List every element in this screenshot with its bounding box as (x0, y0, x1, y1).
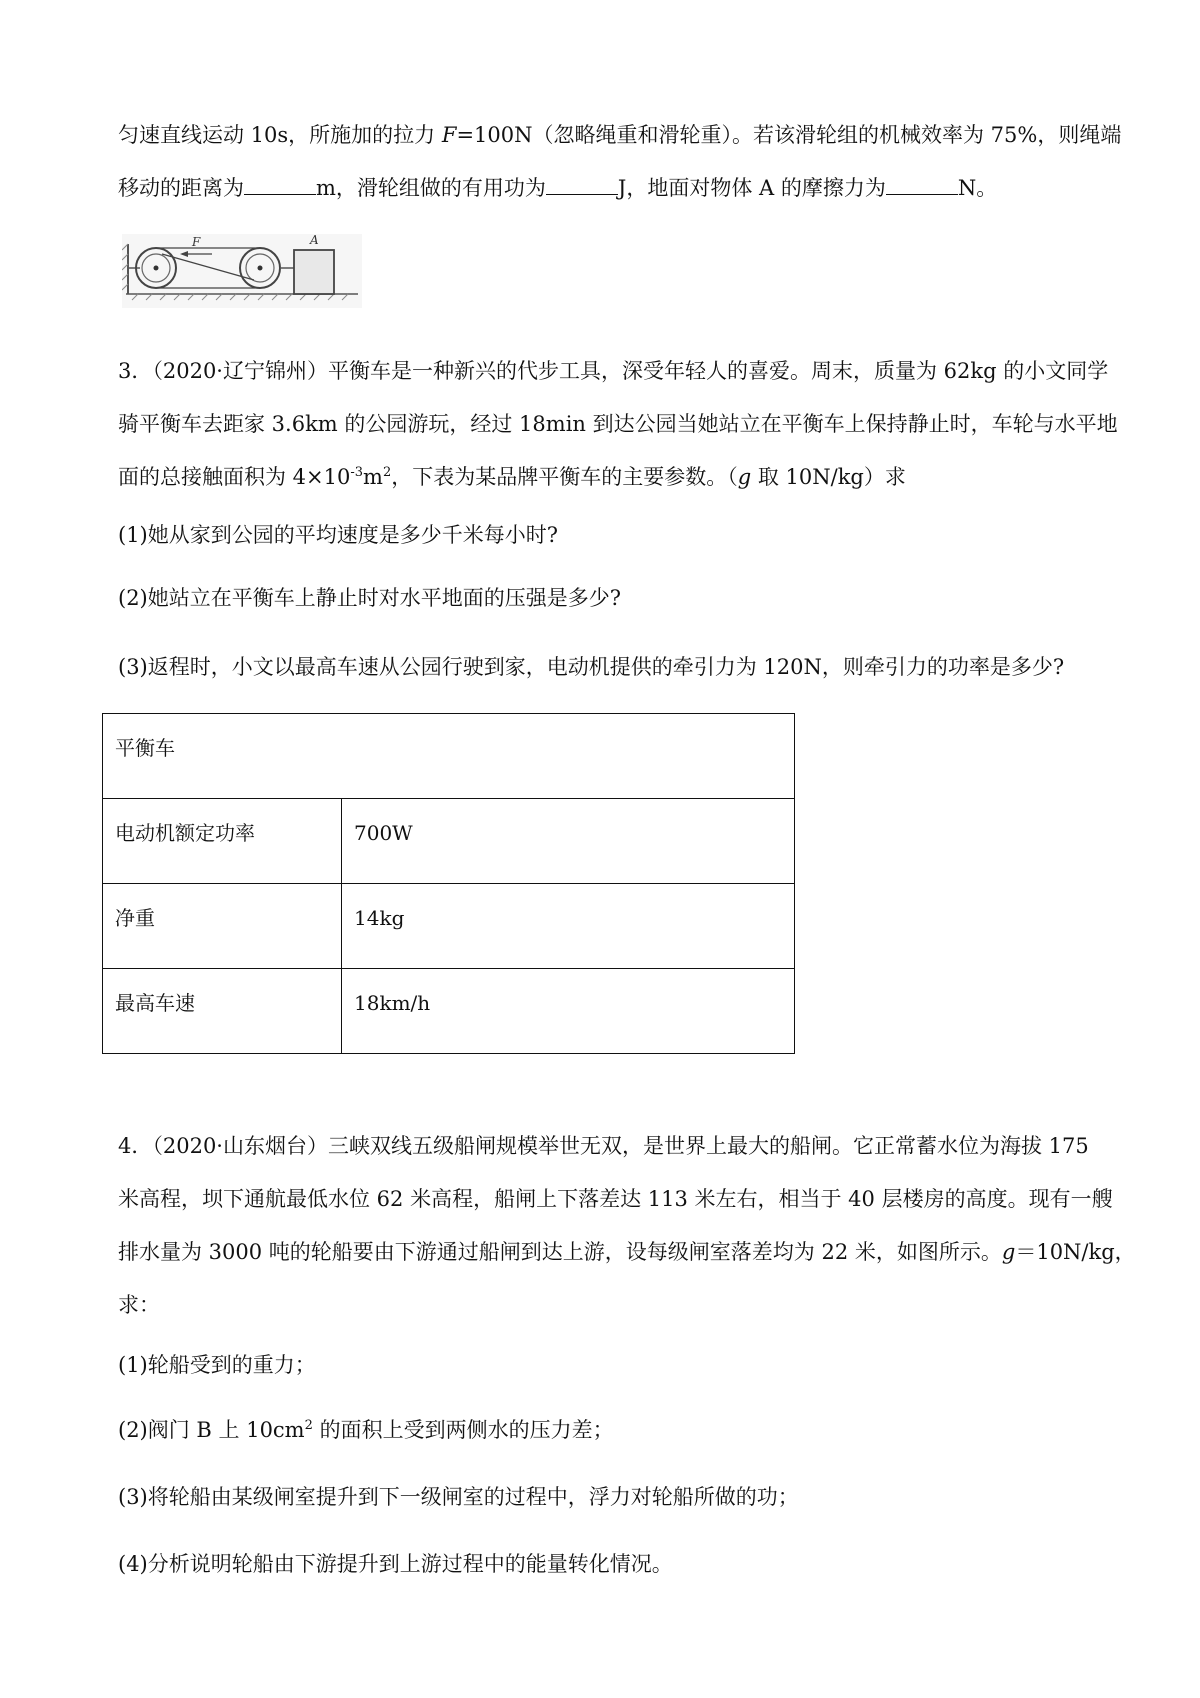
gravity-variable: g (737, 465, 752, 489)
q2-line-2 (118, 173, 997, 203)
q3-text: 面的总接触面积为 4×10 (118, 465, 351, 489)
q3-text: 取 10N/kg）求 (751, 465, 906, 489)
q4-line-4: 求： (118, 1293, 160, 1317)
answer-blank-useful-work[interactable] (546, 174, 618, 195)
table-cell-label: 电动机额定功率 (103, 799, 342, 884)
q3-line-2: 骑平衡车去距家 3.6km 的公园游玩，经过 18min 到达公园当她站立在平衡车上保持静止时，车轮与水平地 (118, 412, 1118, 436)
table-row (103, 884, 795, 969)
table-title-row (103, 714, 795, 799)
q2-text: J，地面对物体 A 的摩擦力为 (617, 176, 886, 200)
q2-text: m，滑轮组做的有用功为 (316, 176, 546, 200)
q4-text: 排水量为 3000 吨的轮船要由下游通过船闸到达上游，设每级闸室落差均为 22 米，如图所示。 (118, 1240, 1002, 1264)
exponent: 2 (382, 465, 392, 480)
figure-label-f: F (192, 235, 201, 249)
table-cell-value: 14kg (342, 884, 795, 969)
table-title: 平衡车 (103, 714, 795, 799)
force-variable: F (441, 123, 457, 147)
q4-text: (2)阀门 B 上 10cm (118, 1418, 305, 1442)
table-cell-value: 700W (342, 799, 795, 884)
answer-blank-friction[interactable] (886, 174, 958, 195)
q3-line-3 (118, 462, 906, 492)
q4-line-3 (118, 1237, 1136, 1267)
q4-line-2: 米高程，坝下通航最低水位 62 米高程，船闸上下落差达 113 米左右，相当于 40 层楼房的高度。现有一艘 (118, 1187, 1113, 1211)
table-row (103, 799, 795, 884)
answer-blank-distance[interactable] (244, 174, 316, 195)
q2-text: N。 (957, 176, 998, 200)
q2-text: 匀速直线运动 10s，所施加的拉力 (118, 123, 442, 147)
gravity-variable: g (1001, 1240, 1016, 1264)
exponent: -3 (350, 465, 364, 480)
q4-sub-question-1: (1)轮船受到的重力； (118, 1353, 316, 1377)
q3-sub-question-2: (2)她站立在平衡车上静止时对水平地面的压强是多少? (118, 586, 622, 610)
q4-sub-question-2 (118, 1415, 614, 1445)
q3-sub-question-3: (3)返程时，小文以最高车速从公园行驶到家，电动机提供的牵引力为 120N，则牵引力的功率是多少? (118, 655, 1065, 679)
q3-text: m (363, 465, 383, 489)
figure-label-a: A (310, 233, 319, 247)
q3-line-1: 3．（2020·辽宁锦州）平衡车是一种新兴的代步工具，深受年轻人的喜爱。周末，质量为 62kg 的小文同学 (118, 359, 1109, 383)
balance-car-spec-table (102, 713, 795, 1054)
q3-text: ，下表为某品牌平衡车的主要参数。（ (391, 465, 738, 489)
table-cell-value: 18km/h (342, 969, 795, 1054)
q4-sub-question-4: (4)分析说明轮船由下游提升到上游过程中的能量转化情况。 (118, 1552, 673, 1576)
exponent: 2 (304, 1418, 313, 1433)
q4-text: ＝10N/kg， (1015, 1240, 1136, 1264)
q2-line-1 (118, 120, 1121, 150)
q2-text: 移动的距离为 (118, 176, 244, 200)
q2-text: =100N（忽略绳重和滑轮重）。若该滑轮组的机械效率为 75%，则绳端 (456, 123, 1122, 147)
q4-line-1: 4．（2020·山东烟台）三峡双线五级船闸规模举世无双，是世界上最大的船闸。它正常蓄水位为海拔 175 (118, 1134, 1089, 1158)
q3-sub-question-1: (1)她从家到公园的平均速度是多少千米每小时? (118, 523, 559, 547)
table-row (103, 969, 795, 1054)
q4-text: 的面积上受到两侧水的压力差； (312, 1418, 614, 1442)
pulley-system-figure (122, 228, 362, 308)
q4-sub-question-3: (3)将轮船由某级闸室提升到下一级闸室的过程中，浮力对轮船所做的功； (118, 1485, 799, 1509)
table-cell-label: 最高车速 (103, 969, 342, 1054)
table-cell-label: 净重 (103, 884, 342, 969)
